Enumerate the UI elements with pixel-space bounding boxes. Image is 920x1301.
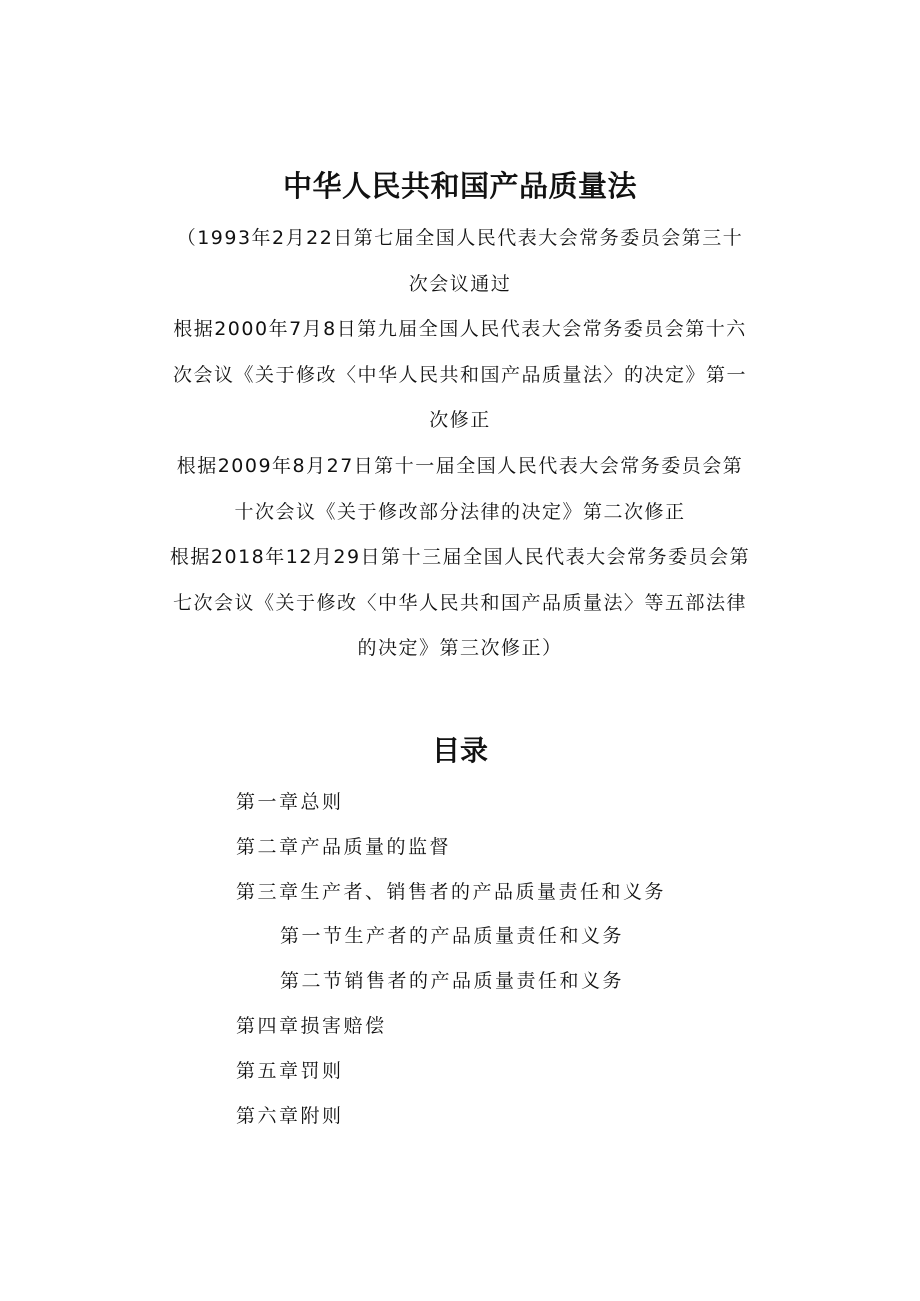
history-line: 次修正 [429, 409, 491, 432]
toc-heading: 目录 [431, 734, 488, 767]
history-line: 次会议通过 [408, 272, 512, 295]
document-title: 中华人民共和国产品质量法 [282, 169, 637, 203]
history-line: 七次会议《关于修改〈中华人民共和国产品质量法〉等五部法律 [172, 591, 747, 614]
history-line: 次会议《关于修改〈中华人民共和国产品质量法〉的决定》第一 [172, 363, 747, 386]
toc-chapter-3[interactable]: 第三章生产者、销售者的产品质量责任和义务 [236, 880, 667, 903]
history-line: 根据2018年12月29日第十三届全国人民代表大会常务委员会第 [169, 546, 751, 569]
toc-chapter-2[interactable]: 第二章产品质量的监督 [236, 835, 452, 858]
history-line: 根据2009年8月27日第十一届全国人民代表大会常务委员会第 [176, 454, 744, 477]
history-line: 根据2000年7月8日第九届全国人民代表大会常务委员会第十六 [173, 318, 747, 341]
toc-chapter-3-section-2[interactable]: 第二节销售者的产品质量责任和义务 [280, 970, 625, 993]
toc-chapter-6[interactable]: 第六章附则 [236, 1104, 344, 1127]
amendment-history [0, 216, 920, 672]
toc-chapter-5[interactable]: 第五章罚则 [236, 1059, 344, 1082]
history-line: （1993年2月22日第七届全国人民代表大会常务委员会第三十 [176, 227, 744, 249]
history-line: 的决定》第三次修正） [357, 637, 563, 660]
table-of-contents [0, 780, 920, 1138]
toc-chapter-3-section-1[interactable]: 第一节生产者的产品质量责任和义务 [280, 925, 625, 948]
toc-chapter-1[interactable]: 第一章总则 [236, 791, 344, 813]
toc-chapter-4[interactable]: 第四章损害赔偿 [236, 1014, 387, 1037]
history-line: 十次会议《关于修改部分法律的决定》第二次修正 [234, 500, 686, 523]
